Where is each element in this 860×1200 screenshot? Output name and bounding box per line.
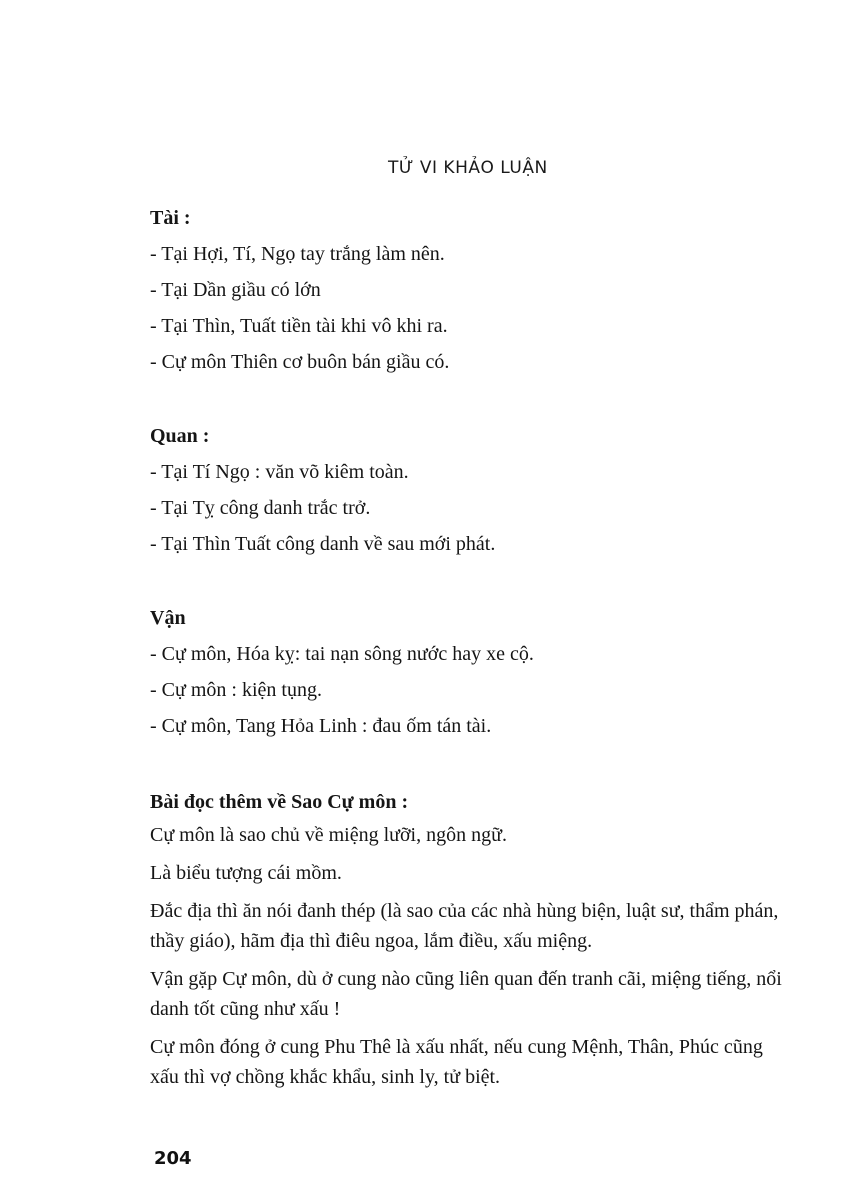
list-item: - Tại Thìn, Tuất tiền tài khi vô khi ra. xyxy=(150,315,448,337)
list-item: - Cự môn, Hóa kỵ: tai nạn sông nước hay xe cộ. xyxy=(150,643,534,665)
section-tai xyxy=(150,200,790,380)
section-heading: Vận xyxy=(150,607,186,629)
list-item: - Tại Tỵ công danh trắc trở. xyxy=(150,497,371,519)
paragraph: Là biểu tượng cái mồm. xyxy=(150,862,342,884)
section-heading: Tài : xyxy=(150,207,191,229)
paragraph: Cự môn đóng ở cung Phu Thê là xấu nhất, nếu cung Mệnh, Thân, Phúc cũng xấu thì vợ chồng khắc khẩu, sinh ly, tử biệt. xyxy=(150,1036,763,1088)
list-item: - Cự môn : kiện tụng. xyxy=(150,679,322,701)
paragraph: Cự môn là sao chủ về miệng lưỡi, ngôn ngữ. xyxy=(150,824,507,846)
paragraph: Vận gặp Cự môn, dù ở cung nào cũng liên quan đến tranh cãi, miệng tiếng, nổi danh tốt cũng như xấu ! xyxy=(150,968,782,1020)
list-item: - Tại Thìn Tuất công danh về sau mới phát. xyxy=(150,533,496,555)
running-head: TỬ VI KHẢO LUẬN xyxy=(388,158,548,178)
page-body xyxy=(150,200,790,1100)
page-number: 204 xyxy=(154,1148,192,1169)
list-item: - Tại Tí Ngọ : văn võ kiêm toàn. xyxy=(150,461,409,483)
list-item: - Cự môn, Tang Hỏa Linh : đau ốm tán tài. xyxy=(150,715,492,737)
section-van xyxy=(150,600,790,744)
list-item: - Tại Hợi, Tí, Ngọ tay trắng làm nên. xyxy=(150,243,445,265)
list-item: - Tại Dần giầu có lớn xyxy=(150,279,321,301)
list-item: - Cự môn Thiên cơ buôn bán giầu có. xyxy=(150,351,450,373)
section-quan xyxy=(150,418,790,562)
section-extra-reading xyxy=(150,784,790,1092)
section-heading: Bài đọc thêm về Sao Cự môn : xyxy=(150,791,409,813)
paragraph: Đắc địa thì ăn nói đanh thép (là sao của các nhà hùng biện, luật sư, thẩm phán, thầy giáo), hãm địa thì điêu ngoa, lắm điều, xấu miệng. xyxy=(150,900,779,952)
section-heading: Quan : xyxy=(150,425,210,447)
